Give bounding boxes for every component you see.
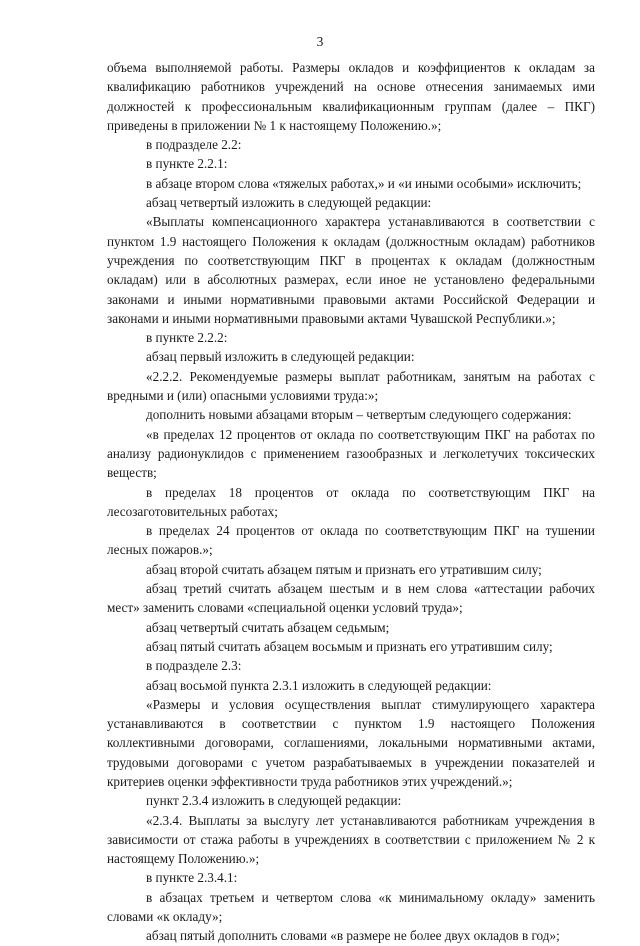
paragraph: «Выплаты компенсационного характера устанавливаются в соответствии с пунктом 1.9 настоящего Положения к окладам (должностным окладам) работников учреждения по соответствующим ПКГ в процентах к окладам (должностным окладам) или в абсолютных размерах, если иное не установлено федеральными законами и иными нормативными правовыми актами Российской Федерации и законами и иными нормативными правовыми актами Чувашской Республики.»; bbox=[107, 214, 595, 326]
paragraph: в пункте 2.3.4.1: bbox=[146, 870, 238, 886]
document-body bbox=[107, 58, 595, 946]
paragraph: абзац третий считать абзацем шестым и в нем слова «аттестации рабочих мест» заменить словами «специальной оценки условий труда»; bbox=[107, 581, 595, 616]
paragraph: дополнить новыми абзацами вторым – четвертым следующего содержания: bbox=[146, 407, 572, 423]
paragraph: абзац пятый дополнить словами «в размере не более двух окладов в год»; bbox=[146, 928, 560, 944]
paragraph: «в пределах 12 процентов от оклада по соответствующим ПКГ на работах по анализу радионуклидов с применением газообразных и легколетучих токсических веществ; bbox=[107, 426, 595, 481]
paragraph: в подразделе 2.2: bbox=[146, 137, 242, 153]
paragraph: объема выполняемой работы. Размеры окладов и коэффициентов к окладам за квалификацию работников учреждений на основе отнесения занимаемых ими должностей к профессиональным квалификационным группам (далее – ПКГ) приведены в приложении № 1 к настоящему Положению.»; bbox=[107, 60, 595, 133]
paragraph: в пределах 18 процентов от оклада по соответствующим ПКГ на лесозаготовительных работах; bbox=[107, 484, 595, 519]
paragraph: абзац первый изложить в следующей редакции: bbox=[146, 349, 415, 365]
paragraph: в пункте 2.2.1: bbox=[146, 156, 228, 172]
paragraph: «2.2.2. Рекомендуемые размеры выплат работникам, занятым на работах с вредными и (или) опасными условиями труда:»; bbox=[107, 368, 595, 404]
paragraph: «Размеры и условия осуществления выплат стимулирующего характера устанавливаются в соответствии с пунктом 1.9 настоящего Положения коллективными договорами, соглашениями, локальными нормативными актами, трудовыми договорами с учетом разрабатываемых в учреждении показателей и критериев оценки эффективности труда работников этих учреждений.»; bbox=[107, 696, 595, 789]
paragraph: абзац четвертый считать абзацем седьмым; bbox=[146, 619, 390, 635]
paragraph: в пределах 24 процентов от оклада по соответствующим ПКГ на тушении лесных пожаров.»; bbox=[107, 523, 595, 558]
paragraph: абзац пятый считать абзацем восьмым и признать его утратившим силу; bbox=[146, 638, 553, 654]
paragraph: в абзацах третьем и четвертом слова «к минимальному окладу» заменить словами «к окладу»; bbox=[107, 889, 595, 925]
paragraph: в подразделе 2.3: bbox=[146, 658, 242, 674]
paragraph: в пункте 2.2.2: bbox=[146, 330, 228, 346]
paragraph: «2.3.4. Выплаты за выслугу лет устанавливаются работникам учреждения в зависимости от стажа работы в учреждениях в соответствии с приложением № 2 к настоящему Положению.»; bbox=[107, 812, 595, 867]
paragraph: пункт 2.3.4 изложить в следующей редакции: bbox=[146, 793, 402, 809]
paragraph: в абзаце втором слова «тяжелых работах,» и «и иными особыми» исключить; bbox=[146, 175, 582, 191]
paragraph: абзац четвертый изложить в следующей редакции: bbox=[146, 195, 432, 211]
paragraph: абзац восьмой пункта 2.3.1 изложить в следующей редакции: bbox=[146, 677, 492, 693]
paragraph: абзац второй считать абзацем пятым и признать его утратившим силу; bbox=[146, 561, 542, 577]
page-number: 3 bbox=[316, 34, 324, 49]
